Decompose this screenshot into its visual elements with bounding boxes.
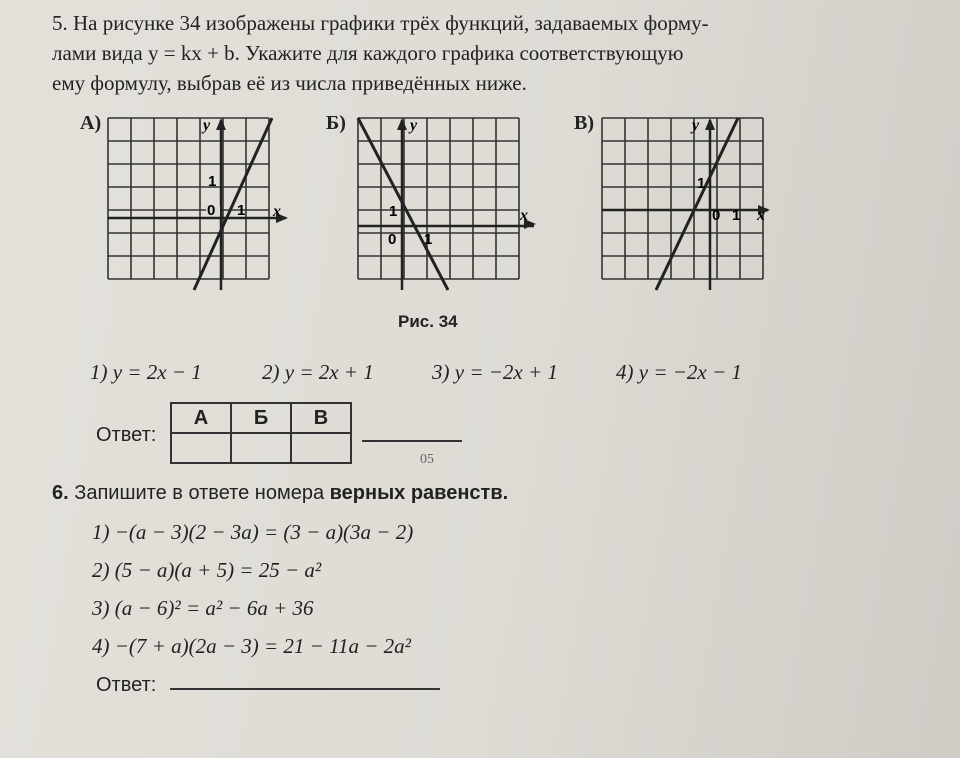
formula-3: 3) y = −2x + 1 xyxy=(432,360,558,384)
task6-heading xyxy=(52,482,508,505)
task5-answer-label: Ответ: xyxy=(96,424,157,446)
graph-a-unit-y: 1 xyxy=(208,173,217,190)
task6-text-bold: верных равенств. xyxy=(329,482,509,504)
formula-4: 4) y = −2x − 1 xyxy=(616,360,742,384)
formula-2: 2) y = 2x + 1 xyxy=(262,360,374,384)
graph-v-unit-x: 1 xyxy=(732,207,741,224)
task5-line3: ему формулу, выбрав её из числа приведённых ниже. xyxy=(52,71,527,95)
answer-header-b: Б xyxy=(231,403,291,433)
graph-b-unit-x: 1 xyxy=(424,231,433,248)
graph-v-label: В) xyxy=(574,112,594,134)
graph-b-x-label: x xyxy=(520,207,528,224)
answer-cell-b[interactable] xyxy=(231,433,291,463)
graph-b-origin: 0 xyxy=(388,231,397,248)
graph-b xyxy=(356,116,540,292)
graph-b-grid xyxy=(358,118,519,279)
graph-v-unit-y: 1 xyxy=(697,175,706,192)
task5-answer-line xyxy=(362,440,462,442)
graph-b-svg xyxy=(356,116,540,292)
graph-b-y-arrow xyxy=(397,118,407,130)
graph-a-y-arrow xyxy=(216,118,226,130)
graph-v-origin: 0 xyxy=(712,207,721,224)
graph-v xyxy=(600,116,784,292)
answer-header-v: В xyxy=(291,403,351,433)
graph-a-x-label: x xyxy=(273,203,281,220)
graph-a-origin: 0 xyxy=(207,202,216,219)
task5-line2: лами вида y = kx + b. Укажите для каждого графика соответствующую xyxy=(52,41,684,65)
task6-text: Запишите в ответе номера xyxy=(68,482,330,504)
graph-a-unit-x: 1 xyxy=(237,202,246,219)
figure-caption: Рис. 34 xyxy=(398,312,458,331)
task6-number: 6. xyxy=(52,482,69,504)
equality-4: 4) −(7 + a)(2a − 3) = 21 − 11a − 2a² xyxy=(92,634,411,658)
graph-v-y-label: y xyxy=(692,117,700,134)
equality-1: 1) −(a − 3)(2 − 3a) = (3 − a)(3a − 2) xyxy=(92,520,414,544)
answer-cell-v[interactable] xyxy=(291,433,351,463)
formula-1: 1) y = 2x − 1 xyxy=(90,360,202,384)
graph-v-y-arrow xyxy=(705,118,715,130)
graph-a-line xyxy=(194,118,272,290)
equality-2: 2) (5 − a)(a + 5) = 25 − a² xyxy=(92,558,322,582)
graph-b-label: Б) xyxy=(326,112,346,134)
graph-a-svg xyxy=(106,116,290,292)
task5-answer-table xyxy=(170,402,352,464)
graph-v-svg xyxy=(600,116,784,292)
graph-a-label: А) xyxy=(80,112,102,134)
task6-answer-label: Ответ: xyxy=(96,674,157,696)
task5-line1: 5. На рисунке 34 изображены графики трёх функций, задаваемых форму- xyxy=(52,11,709,35)
answer-header-a: А xyxy=(171,403,231,433)
graph-a xyxy=(106,116,290,292)
answer-cell-a[interactable] xyxy=(171,433,231,463)
task6-answer-line[interactable] xyxy=(170,688,440,690)
graph-a-y-label: y xyxy=(203,117,211,134)
equality-3: 3) (a − 6)² = a² − 6a + 36 xyxy=(92,596,314,620)
graph-b-y-label: y xyxy=(410,117,418,134)
graph-v-grid xyxy=(602,118,763,279)
graph-v-x-label: x xyxy=(757,207,765,224)
graph-b-unit-y: 1 xyxy=(389,203,398,220)
graph-v-line xyxy=(656,118,741,290)
graph-a-grid xyxy=(108,118,269,279)
pencil-scribble: 05 xyxy=(420,452,434,467)
